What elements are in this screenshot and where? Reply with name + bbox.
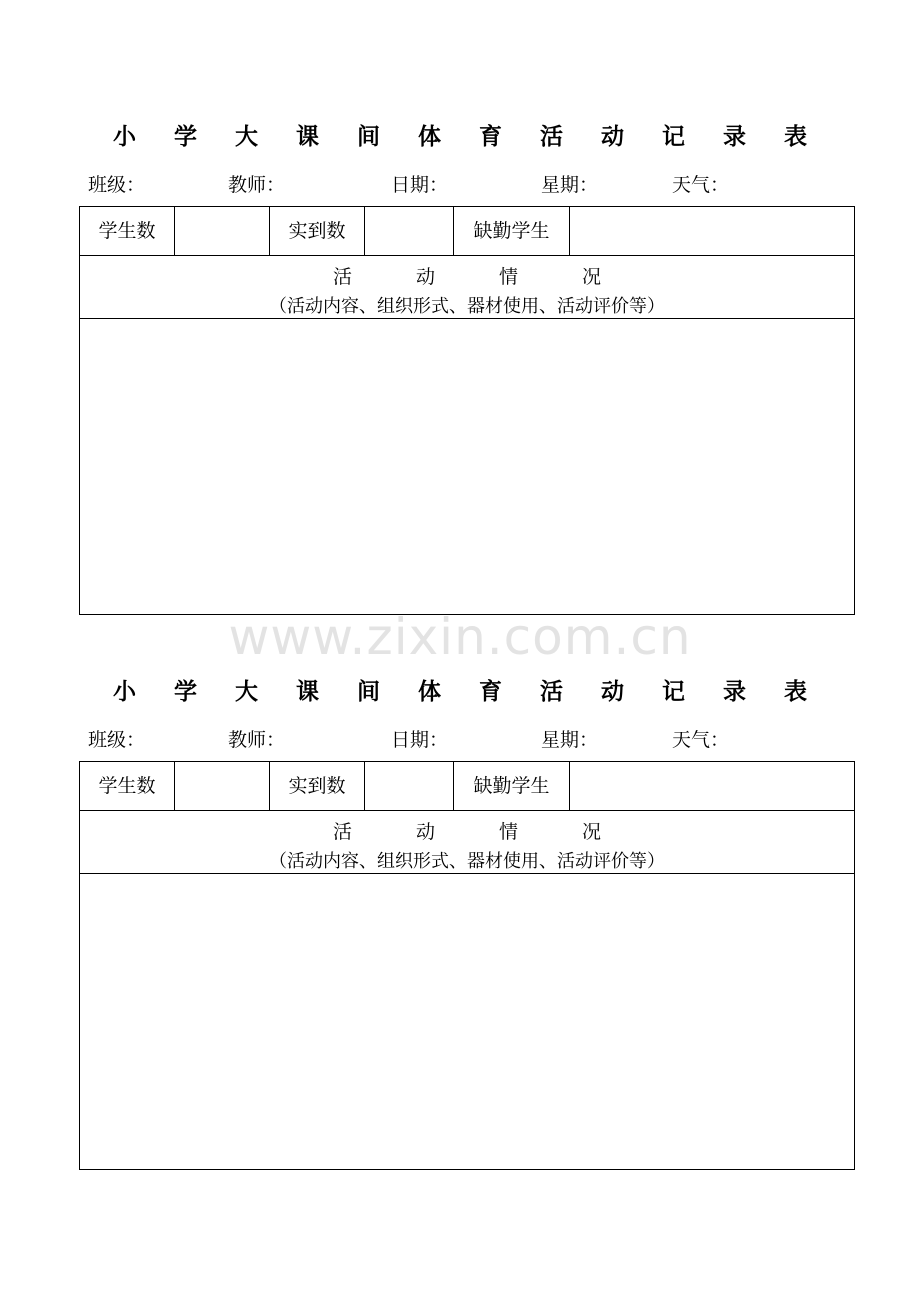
absent-students-label: 缺勤学生 (454, 762, 570, 810)
weather-label: 天气： (672, 174, 730, 196)
activity-heading: 活 动 情 况 (332, 266, 602, 288)
students-count-label: 学生数 (80, 762, 175, 810)
students-count-field[interactable] (175, 207, 270, 255)
activity-header-row (80, 256, 854, 319)
teacher-label: 教师： (228, 729, 286, 751)
weekday-label: 星期： (541, 174, 599, 196)
record-table (79, 761, 855, 1170)
activity-subheading: （活动内容、组织形式、器材使用、活动评价等） (269, 296, 665, 317)
class-label: 班级： (88, 174, 146, 196)
activity-header-row (80, 811, 854, 874)
absent-students-field[interactable] (570, 207, 854, 255)
present-count-field[interactable] (365, 762, 454, 810)
class-label: 班级： (88, 729, 146, 751)
activity-heading: 活 动 情 况 (332, 821, 602, 843)
attendance-row (80, 207, 854, 256)
present-count-label: 实到数 (270, 207, 365, 255)
date-label: 日期： (391, 729, 449, 751)
students-count-field[interactable] (175, 762, 270, 810)
activity-content-field[interactable] (80, 874, 854, 1169)
form-meta-line (0, 170, 920, 196)
absent-students-field[interactable] (570, 762, 854, 810)
record-table (79, 206, 855, 615)
weather-label: 天气： (672, 729, 730, 751)
form-meta-line (0, 725, 920, 751)
form-title: 小 学 大 课 间 体 育 活 动 记 录 表 (112, 124, 823, 150)
weekday-label: 星期： (541, 729, 599, 751)
absent-students-label: 缺勤学生 (454, 207, 570, 255)
teacher-label: 教师： (228, 174, 286, 196)
attendance-row (80, 762, 854, 811)
students-count-label: 学生数 (80, 207, 175, 255)
present-count-field[interactable] (365, 207, 454, 255)
watermark: www.zixin.com.cn (228, 608, 692, 666)
activity-subheading: （活动内容、组织形式、器材使用、活动评价等） (269, 851, 665, 872)
activity-content-field[interactable] (80, 319, 854, 614)
present-count-label: 实到数 (270, 762, 365, 810)
form-title: 小 学 大 课 间 体 育 活 动 记 录 表 (112, 679, 823, 705)
date-label: 日期： (391, 174, 449, 196)
